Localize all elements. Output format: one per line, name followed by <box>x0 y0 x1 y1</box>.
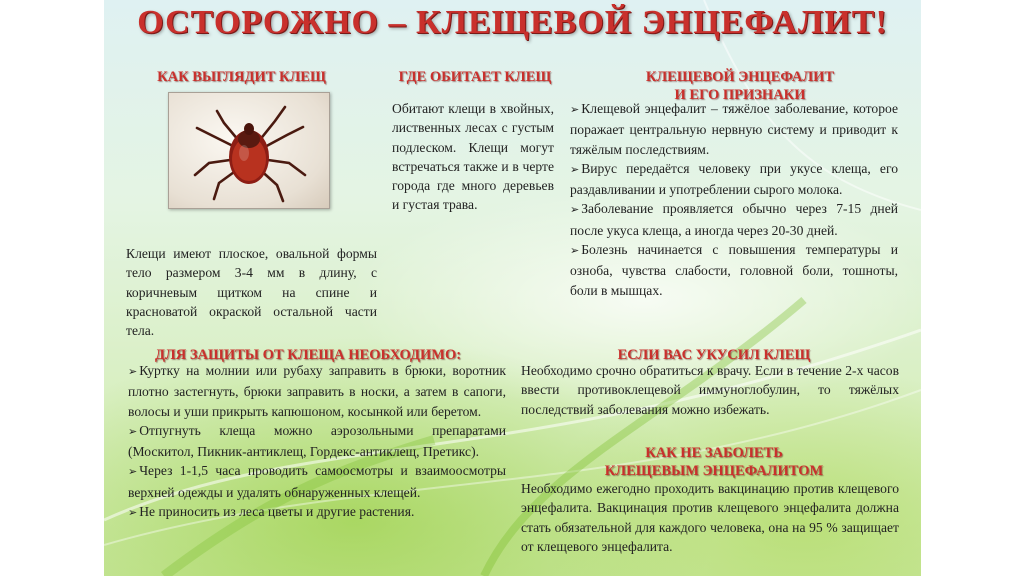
protection-item: ➢ Не приносить из леса цветы и другие растения. <box>128 502 506 523</box>
signs-heading-line2: И ЕГО ПРИЗНАКИ <box>674 87 806 103</box>
prevent-heading-line2: КЛЕЩЕВЫМ ЭНЦЕФАЛИТОМ <box>604 463 824 479</box>
look-heading: КАК ВЫГЛЯДИТ КЛЕЩ <box>157 69 326 85</box>
protection-item: ➢ Через 1-1,5 часа проводить самоосмотры и взаимоосмотры верхней одежды и удалять обнаруженных клещей. <box>128 461 506 502</box>
protection-heading: ДЛЯ ЗАЩИТЫ ОТ КЛЕЩА НЕОБХОДИМО: <box>154 347 462 363</box>
signs-list <box>570 99 898 300</box>
signs-item: ➢ Клещевой энцефалит – тяжёлое заболевание, которое поражает центральную нервную систему и приводит к тяжёлым последствиям. <box>570 99 898 159</box>
habitat-heading: ГДЕ ОБИТАЕТ КЛЕЩ <box>398 69 552 85</box>
page-title: ОСТОРОЖНО – КЛЕЩЕВОЙ ЭНЦЕФАЛИТ! <box>137 4 888 41</box>
prevent-heading-line1: КАК НЕ ЗАБОЛЕТЬ <box>645 445 783 461</box>
poster-slide <box>104 0 921 576</box>
protection-item: ➢ Куртку на молнии или рубаху заправить в брюки, воротник плотно застегнуть, брюки заправить в носки, а затем в сапоги, волосы и уши прикрыть капюшоном, косынкой или беретом. <box>128 361 506 421</box>
signs-item: ➢ Заболевание проявляется обычно через 7-15 дней после укуса клеща, а иногда через 20-30 дней. <box>570 199 898 240</box>
protection-item: ➢ Отпугнуть клеща можно аэрозольными препаратами (Москитол, Пикник-антиклещ, Гордекс-антиклещ, Претикс). <box>128 421 506 462</box>
bitten-heading: ЕСЛИ ВАС УКУСИЛ КЛЕЩ <box>617 347 811 363</box>
bitten-text: Необходимо срочно обратиться к врачу. Если в течение 2-х часов ввести противоклещевой иммуноглобулин, то тяжёлых последствий заболевания можно избежать. <box>521 363 899 417</box>
habitat-text: Обитают клещи в хвойных, лиственных лесах с густым подлеском. Клещи могут встречаться также и в черте города где много деревьев и густая трава. <box>392 101 554 213</box>
signs-item: ➢ Вирус передаётся человеку при укусе клеща, его раздавливании и употреблении сырого молока. <box>570 159 898 200</box>
prevent-text: Необходимо ежегодно проходить вакцинацию против клещевого энцефалита. Вакцинация против клещевого энцефалита должна стать обязательной для каждого человека, она на 95 % защищает от клещевого энцефалита. <box>521 481 899 554</box>
tick-image <box>169 93 329 208</box>
signs-heading-line1: КЛЕЩЕВОЙ ЭНЦЕФАЛИТ <box>645 69 835 85</box>
protection-list <box>128 361 506 523</box>
signs-item: ➢ Болезнь начинается с повышения температуры и озноба, чувства слабости, головной боли, тошноты, боли в мышцах. <box>570 240 898 300</box>
look-text: Клещи имеют плоское, овальной формы тело размером 3-4 мм в длину, с коричневым щитком на спине и красноватой окраской остальной части тела. <box>126 246 377 339</box>
tick-photo <box>168 92 330 209</box>
